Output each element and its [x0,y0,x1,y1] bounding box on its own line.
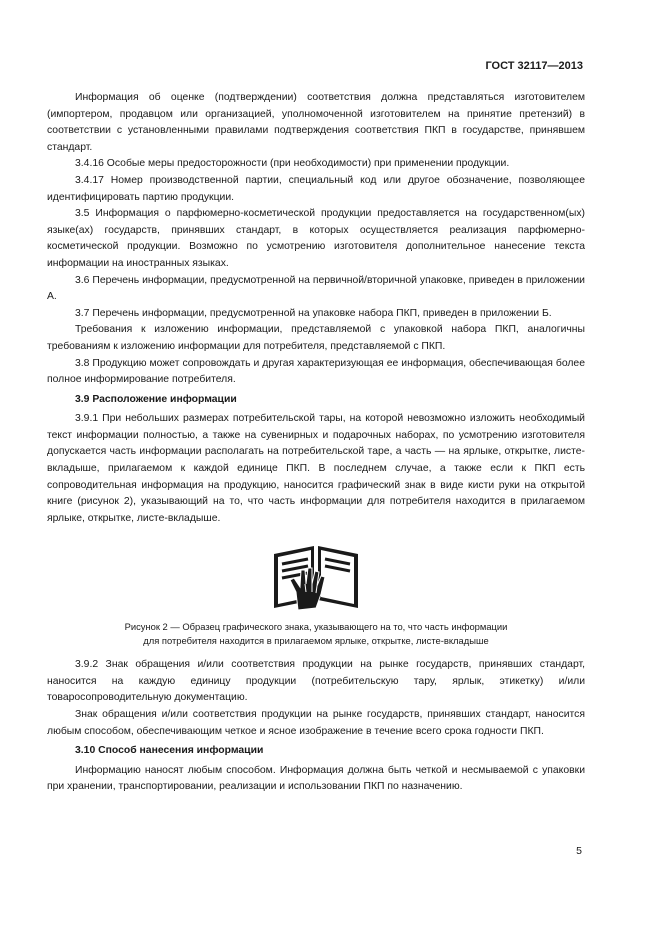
hand-on-open-book-icon [268,540,364,616]
paragraph: Знак обращения и/или соответствия продукции на рынке государств, принявших стандарт, наносится любым способом, обеспечивающим четкое и ясное изображение в течение всего срока годности ПКП. [47,709,585,737]
paragraph: 3.9.1 При небольших размерах потребительской тары, на которой невозможно изложить необходимый текст информации полностью, а также на сувенирных и подарочных наборах, по усмотрению изготовителя допускается часть информации располагать на потребительской таре, а часть — на ярлыке, открытке, листе-вкладыше, прилагаемом к каждой единице ПКП. В последнем случае, а также если к ПКП есть сопроводительная информация на продукцию, наносится графический знак в виде кисти руки на открытой книге (рисунок 2), указывающий на то, что часть информации для потребителя находится в прилагаемом ярлыке, открытке, листе-вкладыше. [47,413,585,524]
document-code: ГОСТ 32117—2013 [485,60,583,72]
caption-line: Рисунок 2 — Образец графического знака, указывающего на то, что часть информации [124,621,508,633]
caption-line: для потребителя находится в прилагаемом ярлыке, открытке, листе-вкладыше [143,634,489,646]
paragraph: 3.9.2 Знак обращения и/или соответствия продукции на рынке государств, принявших стандарт, наносится на каждую единицу продукции (потребительскую тару, ярлык, этикетку) и/или товаросопроводительную документацию. [47,659,585,704]
section-heading-3-10: 3.10 Способ нанесения информации [75,745,264,757]
paragraph: 3.4.17 Номер производственной партии, специальный код или другое обозначение, позволяющее идентифицировать партию продукции. [47,174,585,203]
paragraph: 3.4.16 Особые меры предосторожности (при необходимости) при применении продукции. [75,158,510,170]
document-body [47,90,585,796]
paragraph: 3.7 Перечень информации, предусмотренной на упаковке набора ПКП, приведен в приложении Б. [75,307,552,319]
paragraph: 3.8 Продукцию может сопровождать и другая характеризующая ее информация, обеспечивающая более полное информирование потребителя. [47,357,585,386]
paragraph: 3.6 Перечень информации, предусмотренной на первичной/вторичной упаковке, приведен в приложении А. [47,274,585,303]
paragraph: Информацию наносят любым способом. Информация должна быть четкой и несмываемой с упаковки при хранении, транспортировании, реализации и использовании ПКП по назначению. [47,764,585,793]
paragraph: 3.5 Информация о парфюмерно-косметической продукции предоставляется на государственном(ых) языке(ах) государств, принявших стандарт, в которых осуществляется реализация парфюмерно-косметической продукции. Возможно по усмотрению изготовителя дополнительное нанесение текста информации на иностранных языках. [47,208,585,269]
page-number: 5 [576,845,582,857]
figure-caption [47,620,585,647]
paragraph: Требования к изложению информации, представляемой с упаковкой набора ПКП, аналогичны требованиям к изложению информации для потребителя, представляемой с ПКП. [47,324,585,352]
paragraph: Информация об оценке (подтверждении) соответствия должна представляться изготовителем (импортером, продавцом или организацией, уполномоченной изготовителем на принятие претензий) в соответствии с установленными правилами подтверждения соответствия ПКП в государстве, принявшем стандарт. [47,92,585,153]
section-heading-3-9: 3.9 Расположение информации [75,393,237,405]
